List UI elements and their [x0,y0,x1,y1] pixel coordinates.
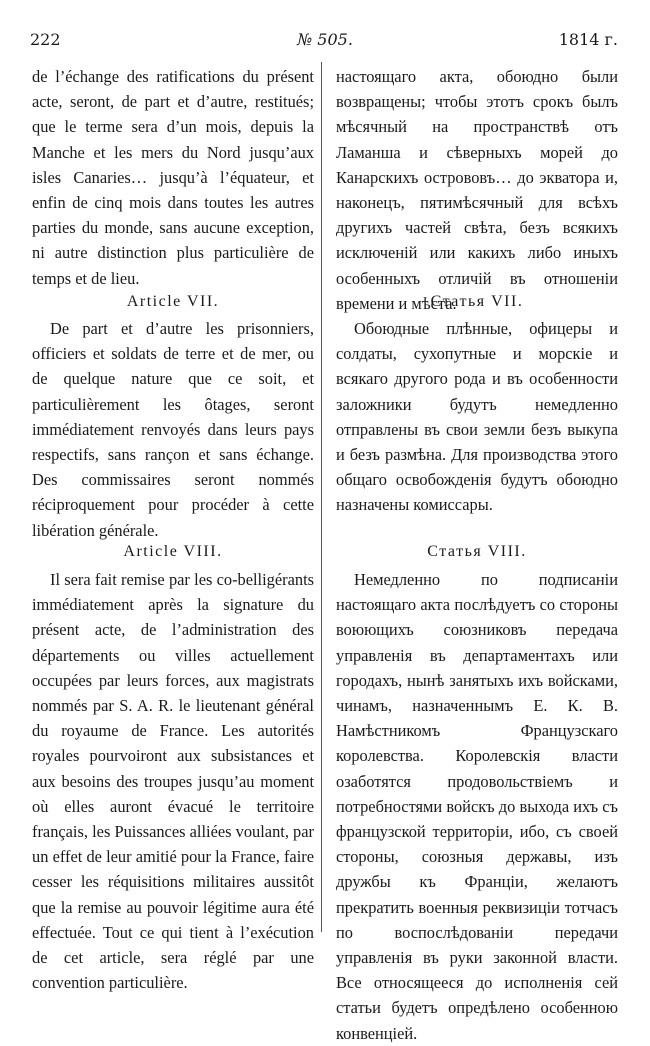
russian-article-7-block [336,316,618,518]
french-article-7-block [32,316,314,543]
page-number: 222 [30,30,61,49]
russian-article-8-text: Немедленно по подписаніи настоящаго акта послѣдуетъ со стороны воюющихъ союзниковъ передача управленія въ департаментахъ или городахъ, нынѣ занятыхъ ихъ войсками, чинамъ, назначеннымъ Е. К. В. Намѣстникомъ Французскаго королевства. Королевскія власти озаботятся продовольствіемъ и потребностями войскъ до выхода ихъ съ французской территоріи, ибо, съ своей стороны, союзныя державы, изъ дружбы къ Франціи, желаютъ прекратить военныя реквизиціи тотчасъ по воспослѣдованіи передачи управленія въ руки законной власти. Все относящееся до исполненія сей статьи будетъ опредѣлено особенною конвенціей. [336,570,618,1043]
french-continuation-block [32,64,314,291]
french-article-8-block [32,567,314,995]
russian-continuation-text: настоящаго акта, обоюдно были возвращены; чтобы этотъ срокъ былъ мѣсячный на пространствѣ отъ Ламанша и сѣверныхъ морей до Канарскихъ острововъ… до экватора и, наконецъ, пятимѣсячный для всѣхъ другихъ частей свѣта, безъ всякихъ исключеній или какихъ либо иныхъ особенныхъ отличій въ отношеніи времени и мѣста. [336,67,618,313]
russian-article-7-heading: Статья VII. [430,293,524,310]
french-continuation-text: de l’échange des ratifications du présent acte, seront, de part et d’autre, restitués; que le terme sera d’un mois, depuis la Manche et les mers du Nord jusqu’aux isles Canaries… jusqu’à l’équateur, et enfin de cinq mois dans toutes les autres parties du monde, sans aucune exception, ni autre distinction plus particulière de temps et de lieu. [32,67,314,288]
french-article-8-text: Il sera fait remise par les co-belligérants immédiatement après la signature du présent acte, de l’administration des départements ou villes actuellement occupées par leurs forces, aux magistrats nommés par S. A. R. le lieutenant général du royaume de France. Les autorités royales pourvoiront aux subsistances et aux besoins des troupes jusqu’au moment où elles auront évacué le territoire français, les Puissances alliées voulant, par un effet de leur amitié pour la France, faire cesser les réquisitions militaires aussitôt que la remise au pouvoir légitime aura été effectuée. Tout ce qui tient à l’exécution de cet article, sera réglé par une convention particulière. [32,570,314,993]
column-divider [321,62,322,932]
document-year: 1814 г. [558,30,618,49]
document-number: № 505. [297,30,353,49]
russian-continuation-block [336,64,618,316]
russian-article-8-heading: Статья VIII. [427,543,527,560]
russian-article-8-block [336,567,618,1046]
french-article-7-text: De part et d’autre les prisonniers, officiers et soldats de terre et de mer, ou de quelque nature que ce soit, et particulièrement les ôtages, seront immédiatement renvoyés dans leurs pays respectifs, sans rançon et sans échange. Des commissaires seront nommés réciproquement pour procéder à cette libération générale. [32,319,314,540]
french-article-7-heading: Article VII. [126,293,220,310]
russian-article-7-text: Обоюдные плѣнные, офицеры и солдаты, сухопутные и морскіе и всякаго другого рода и въ особенности заложники будутъ немедленно отправлены въ свои земли безъ выкупа и безъ размѣна. Для производства этого общаго освобожденія будутъ обоюдно назначены комиссары. [336,319,618,515]
french-article-8-heading: Article VIII. [123,543,223,560]
